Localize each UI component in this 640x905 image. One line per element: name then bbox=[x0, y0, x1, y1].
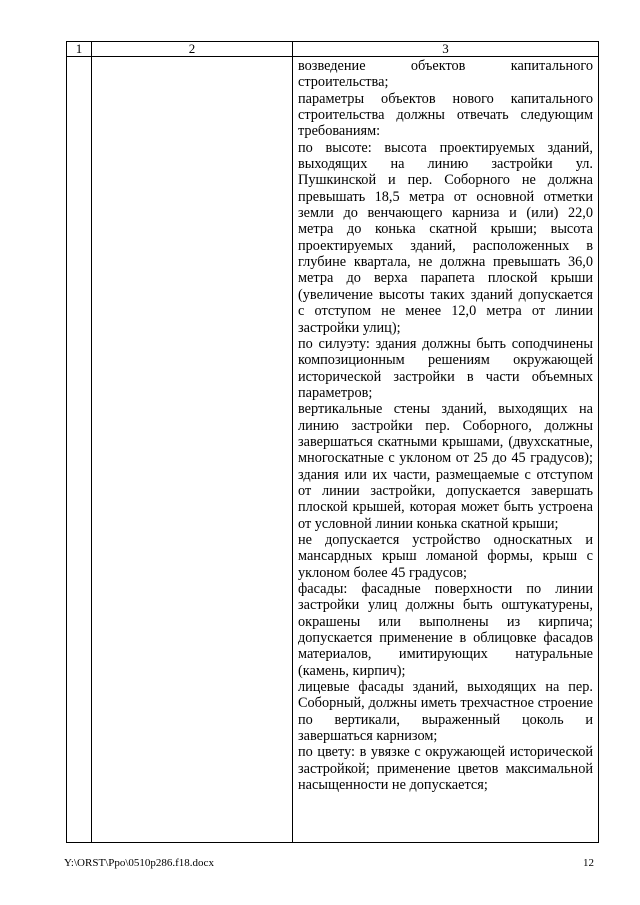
requirement-paragraph: по силуэту: здания должны быть соподчинены композиционным решениям окружающей исторической застройки в части объемных параметров; bbox=[298, 335, 593, 401]
header-col-2: 2 bbox=[92, 42, 293, 57]
requirement-paragraph: возведение объектов капитального строительства; bbox=[298, 58, 593, 91]
requirement-paragraph: по цвету: в увязке с окружающей исторической застройкой; применение цветов максимальной насыщенности не допускается; bbox=[298, 744, 593, 794]
document-table bbox=[66, 41, 599, 843]
cell-col-3 bbox=[293, 57, 599, 843]
footer-file-path: Y:\ORST\Ppo\0510p286.f18.docx bbox=[64, 857, 214, 869]
table-header-row bbox=[67, 42, 599, 57]
page-number: 12 bbox=[583, 857, 594, 869]
table-row bbox=[67, 57, 599, 843]
requirement-paragraph: параметры объектов нового капитального строительства должны отвечать следующим требованиям: bbox=[298, 90, 593, 140]
requirement-paragraph: не допускается устройство односкатных и мансардных крыш ломаной формы, крыш с уклоном более 45 градусов; bbox=[298, 531, 593, 581]
requirement-paragraph: фасады: фасадные поверхности по линии застройки улиц должны быть оштукатурены, окрашены или выполнены из кирпича; допускается применение в облицовке фасадов материалов, имитирующих натуральные (камень, кирпич); bbox=[298, 581, 593, 679]
requirement-paragraph: лицевые фасады зданий, выходящих на пер. Соборный, должны иметь трехчастное строение по вертикали, выраженный цоколь и завершаться карнизом; bbox=[298, 679, 593, 745]
cell-col-2 bbox=[92, 57, 293, 843]
requirement-paragraph: по высоте: высота проектируемых зданий, выходящих на линию застройки ул. Пушкинской и пер. Соборного не должна превышать 18,5 метра от основной отметки земли до венчающего карниза и (или) 22,0 метра до конька скатной крыши; высота проектируемых зданий, расположенных в глубине квартала, не должна превышать 36,0 метра до верха парапета плоской крыши (увеличение высоты таких зданий допускается с отступом не менее 12,0 метра от линии застройки улиц); bbox=[298, 139, 593, 336]
header-col-1: 1 bbox=[67, 42, 92, 57]
requirement-paragraph: вертикальные стены зданий, выходящих на линию застройки пер. Соборного, должны завершаться скатными крышами, (двухскатные, многоскатные с уклоном от 25 до 45 градусов); здания или их части, размещаемые с отступом от линии застройки, допускается завершать плоской крышей, которая может быть устроена от условной линии конька скатной крыши; bbox=[298, 401, 593, 532]
cell-col-1 bbox=[67, 57, 92, 843]
header-col-3: 3 bbox=[293, 42, 599, 57]
